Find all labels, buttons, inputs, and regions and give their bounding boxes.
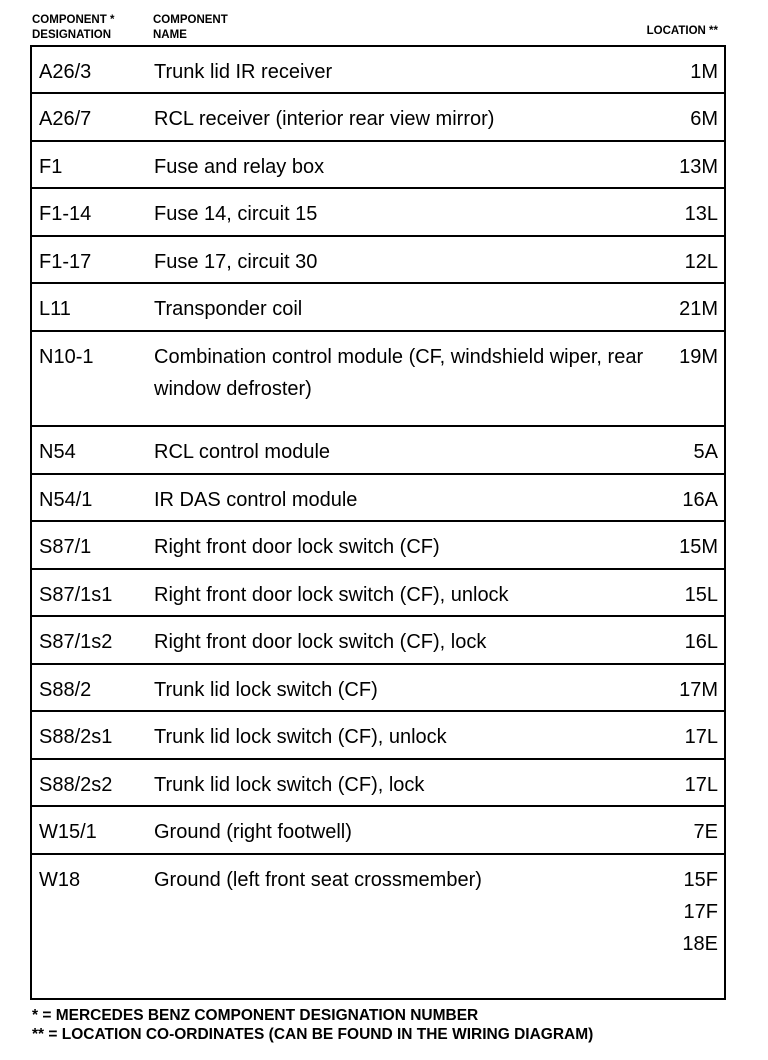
component-location: [694, 816, 718, 848]
footnote-location: ** = LOCATION CO-ORDINATES (CAN BE FOUND IN THE WIRING DIAGRAM): [32, 1026, 594, 1043]
table-row: [32, 807, 724, 855]
location-code: 17M: [679, 679, 718, 701]
location-code: 21M: [679, 298, 718, 320]
location-code: 18E: [682, 933, 718, 955]
component-name: Fuse 17, circuit 30: [154, 251, 318, 273]
table-row: [32, 142, 724, 189]
component-designation: S88/2s2: [39, 774, 113, 796]
component-designation: S87/1: [39, 536, 92, 558]
component-designation: S88/2: [39, 679, 92, 701]
table-row: [32, 475, 724, 522]
component-name: IR DAS control module: [154, 489, 358, 511]
component-name: Trunk lid lock switch (CF), unlock: [154, 726, 447, 748]
component-designation: F1-14: [39, 203, 92, 225]
component-designation: F1-17: [39, 251, 92, 273]
component-location: [685, 246, 718, 278]
location-code: 15F: [683, 869, 718, 891]
component-name: Ground (left front seat crossmember): [154, 869, 482, 891]
component-designation: W15/1: [39, 821, 97, 843]
component-designation: S87/1s1: [39, 584, 113, 606]
component-designation: N54/1: [39, 489, 93, 511]
component-location: [682, 484, 718, 516]
component-location: [685, 626, 718, 658]
table-row: [32, 570, 724, 617]
component-location: [679, 293, 718, 325]
table-row: [32, 665, 724, 712]
table-row: [32, 855, 724, 998]
location-code: 7E: [693, 821, 718, 843]
component-designation: N54: [39, 441, 76, 463]
component-designation: A26/3: [39, 61, 92, 83]
component-name: Fuse 14, circuit 15: [154, 203, 318, 225]
location-code: 19M: [679, 346, 718, 368]
component-name: Transponder coil: [154, 298, 303, 320]
component-name: Fuse and relay box: [154, 156, 325, 178]
table-row: [32, 522, 724, 570]
component-location: [690, 103, 718, 135]
location-code: 17L: [684, 726, 718, 748]
component-location: [679, 151, 718, 183]
table-row: [32, 760, 724, 807]
table-row: [32, 332, 724, 427]
location-code: 1M: [690, 61, 718, 83]
location-code: 12L: [684, 251, 718, 273]
header-designation-line-2: DESIGNATION: [32, 29, 112, 41]
table-row: [32, 617, 724, 665]
table-row: [32, 237, 724, 284]
component-name: Trunk lid IR receiver: [154, 61, 333, 83]
component-name: Ground (right footwell): [154, 821, 352, 843]
footnote-designation: * = MERCEDES BENZ COMPONENT DESIGNATION NUMBER: [32, 1007, 479, 1024]
table-row: [32, 712, 724, 760]
table-row: [32, 427, 724, 475]
component-location: [679, 674, 718, 706]
component-location: [679, 341, 718, 373]
component-designation: A26/7: [39, 108, 92, 130]
component-location: [682, 864, 718, 960]
component-designation: L11: [39, 298, 71, 320]
component-name: Right front door lock switch (CF), unlock: [154, 584, 509, 606]
table-row: [32, 189, 724, 237]
component-designation: W18: [39, 869, 81, 891]
location-code: 16L: [684, 631, 718, 653]
location-code: 15L: [684, 584, 718, 606]
header-name-line-2: NAME: [153, 29, 187, 41]
header-name-line-1: COMPONENT: [153, 14, 228, 26]
component-table: [30, 45, 726, 1000]
component-location: [685, 198, 718, 230]
component-location: [685, 579, 718, 611]
location-code: 13L: [684, 203, 718, 225]
component-designation: S88/2s1: [39, 726, 113, 748]
component-designation: N10-1: [39, 346, 94, 368]
component-name: Trunk lid lock switch (CF), lock: [154, 774, 425, 796]
component-location: [679, 531, 718, 563]
column-header-name: [153, 13, 228, 43]
component-location: [685, 769, 718, 801]
component-location: [694, 436, 718, 468]
component-designation: S87/1s2: [39, 631, 113, 653]
component-name: Right front door lock switch (CF): [154, 536, 440, 558]
location-code: 16A: [682, 489, 718, 511]
component-name: RCL receiver (interior rear view mirror): [154, 108, 495, 130]
location-code: 13M: [679, 156, 718, 178]
component-name: Right front door lock switch (CF), lock: [154, 631, 487, 653]
component-name: Trunk lid lock switch (CF): [154, 679, 378, 701]
table-row: [32, 47, 724, 94]
column-header-designation: [32, 13, 114, 43]
location-code: 6M: [690, 108, 718, 130]
component-designation: F1: [39, 156, 63, 178]
column-header-location: LOCATION **: [646, 25, 718, 37]
component-location: [685, 721, 718, 753]
location-code: 15M: [679, 536, 718, 558]
location-code: 17L: [684, 774, 718, 796]
component-name: RCL control module: [154, 441, 331, 463]
location-code: 17F: [683, 901, 718, 923]
location-code: 5A: [693, 441, 718, 463]
footnotes: [32, 1006, 593, 1044]
component-name: Combination control module (CF, windshield wiper, rear window defroster): [154, 346, 644, 400]
table-row: [32, 284, 724, 332]
header-designation-line-1: COMPONENT *: [32, 14, 115, 26]
component-location: [690, 56, 718, 88]
table-row: [32, 94, 724, 142]
